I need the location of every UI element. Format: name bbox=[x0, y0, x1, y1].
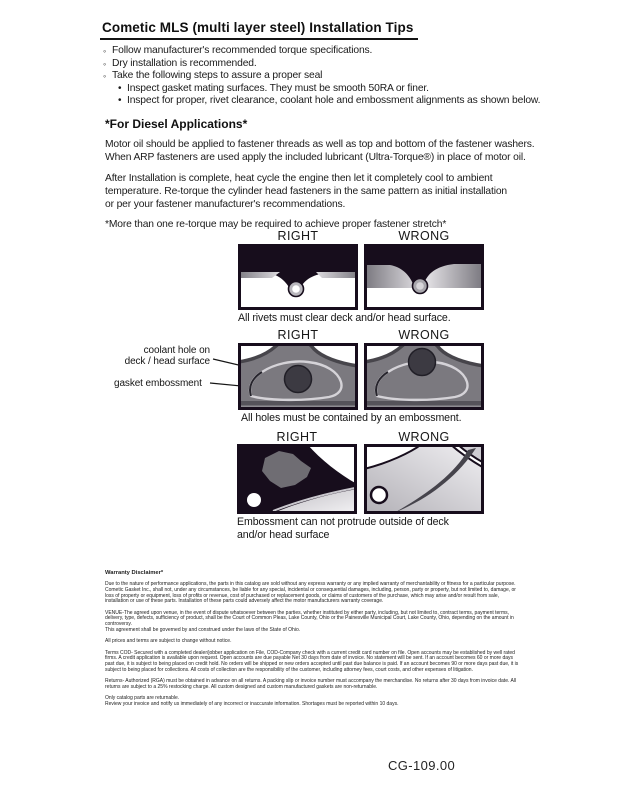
text-line: or per your fastener manufacturer's recommendations. bbox=[105, 199, 346, 211]
row1-wrong-label: WRONG bbox=[398, 229, 450, 243]
diagram-row1-right bbox=[238, 244, 358, 310]
embossment-containment-wrong-illustration bbox=[364, 343, 484, 410]
diesel-section bbox=[105, 118, 534, 231]
open-bullet-icon: ◦ bbox=[103, 58, 107, 69]
diagram-row2-right bbox=[238, 343, 358, 410]
row1-caption: All rivets must clear deck and/or head surface. bbox=[238, 312, 451, 324]
row3-right-label: RIGHT bbox=[276, 430, 318, 444]
list-item-text: Inspect gasket mating surfaces. They must be smooth 50RA or finer. bbox=[127, 82, 429, 94]
diagram-row3-wrong bbox=[364, 444, 484, 514]
warranty-heading: Warranty Disclaimer* bbox=[105, 570, 164, 576]
list-item bbox=[103, 45, 540, 58]
text-line: Motor oil should be applied to fastener threads as well as top and bottom of the fastener washers. bbox=[105, 139, 535, 151]
warranty-paragraph: Returns- Authorized (RGA) must be obtained in advance on all returns. A packing slip or invoice number must accompany the merchandise. No returns after 30 days from invoice date. All returns are subject to a 25% restocking charge. All custom designed and custom manufactured gaskets are non-returnable. bbox=[105, 678, 517, 691]
installation-tips-list bbox=[103, 45, 540, 108]
embossment-containment-right-illustration bbox=[238, 343, 358, 410]
row2-wrong-label: WRONG bbox=[398, 328, 450, 342]
list-item-text: Dry installation is recommended. bbox=[112, 57, 257, 69]
warranty-paragraph: Only catalog parts are returnable. bbox=[105, 695, 180, 702]
page-title: Cometic MLS (multi layer steel) Installation Tips bbox=[100, 20, 418, 40]
row1-right-label: RIGHT bbox=[277, 229, 319, 243]
protrusion-wrong-illustration bbox=[364, 444, 484, 514]
warranty-paragraph: Review your invoice and notify us immediately of any incorrect or inaccurate information. Shortages must be reported within 10 days. bbox=[105, 701, 399, 708]
warranty-paragraph: This agreement shall be governed by and construed under the laws of the State of Ohio. bbox=[105, 627, 301, 634]
list-item bbox=[118, 95, 540, 108]
warranty-paragraph: All prices and terms are subject to change without notice. bbox=[105, 638, 232, 645]
text-line: After Installation is complete, heat cycle the engine then let it completely cool to ambient bbox=[105, 172, 493, 184]
row2-caption: All holes must be contained by an embossment. bbox=[241, 412, 462, 424]
caption-line: and/or head surface bbox=[237, 528, 330, 541]
bullet-icon: • bbox=[118, 82, 122, 94]
rivet-clearance-wrong-illustration bbox=[364, 244, 484, 310]
annotation-line: deck / head surface bbox=[124, 356, 210, 368]
list-item-text: Take the following steps to assure a proper seal bbox=[112, 70, 323, 82]
annotation-line: coolant hole on bbox=[143, 345, 210, 356]
caption-line: Embossment can not protrude outside of deck bbox=[237, 516, 449, 528]
open-bullet-icon: ◦ bbox=[103, 71, 107, 82]
warranty-paragraph: VENUE-The agreed upon venue, in the event of dispute whatsoever between the parties, whether instituted by either party, including, but not limited to, contract terms, payment terms, delivery, type, defects, sufficiency of product, shall be the Court of Common Pleas, Lake County, Ohio or the Painesville Municipal Court, Lake County, Ohio, depending on the amount in controversy. bbox=[105, 609, 514, 628]
diesel-paragraph-1 bbox=[105, 138, 534, 164]
coolant-hole-annotation bbox=[118, 345, 210, 367]
bullet-icon: • bbox=[118, 95, 122, 107]
list-item bbox=[118, 83, 540, 96]
row3-caption bbox=[237, 516, 449, 541]
rivet-clearance-right-illustration bbox=[238, 244, 358, 310]
list-item bbox=[103, 70, 540, 83]
list-item-text: Follow manufacturer's recommended torque specifications. bbox=[112, 45, 373, 56]
list-item-text: Inspect for proper, rivet clearance, coolant hole and embossment alignments as shown below. bbox=[127, 95, 541, 107]
row3-wrong-label: WRONG bbox=[398, 430, 450, 444]
text-line: temperature. Re-torque the cylinder head fasteners in the same pattern as initial installation bbox=[105, 185, 508, 197]
list-item bbox=[103, 58, 540, 71]
diagram-row2-wrong bbox=[364, 343, 484, 410]
row2-right-label: RIGHT bbox=[277, 328, 319, 342]
warranty-paragraph: Terms COD- Secured with a completed dealer/jobber application on File, COD-Company check with a current credit card number on file. Open accounts may be established by well rated firms. A credit application is available upon request. Open accounts are due payable Net 30 days from date of invoice. No statement will be sent. If an account becomes 60 or more days past due, it is subject to being placed on credit hold. No orders will be shipped or new orders accepted until past due balance is paid. If an account becomes 90 or more days past due, it is subject to being placed for collections. All costs of collection are the responsibility of the customer, including attorney fees, court costs, and other expenses of litigation. bbox=[105, 649, 519, 674]
text-line: When ARP fasteners are used apply the included lubricant (Ultra-Torque®) in place of motor oil. bbox=[105, 152, 526, 164]
document-code: CG-109.00 bbox=[388, 758, 456, 773]
diesel-paragraph-2 bbox=[105, 172, 534, 212]
protrusion-right-illustration bbox=[237, 444, 357, 514]
diesel-heading: *For Diesel Applications* bbox=[105, 117, 248, 131]
warranty-paragraph: Due to the nature of performance applications, the parts in this catalog are sold without any express warranty or any implied warranty of merchantability or fitness for a particular purpose. Cometic Gasket Inc., shall not, under any circumstances, be liable for any special, incidental or consequential damages, including, person, party or property, but not limited to, damage, or loss of property or equipment, loss of profits or revenue, cost of purchased or replacement goods, or claims of customers of the purchase, which may arise and/or result from sale, installation or use of these parts. Installation of these parts could adversely affect the motor manufacturers warranty coverage. bbox=[105, 581, 516, 605]
warranty-disclaimer-section bbox=[105, 570, 519, 714]
gasket-embossment-annotation: gasket embossment bbox=[114, 378, 202, 389]
diagram-row1-wrong bbox=[364, 244, 484, 310]
diagram-row3-right bbox=[237, 444, 357, 514]
retorque-note: *More than one re-torque may be required to achieve proper fastener stretch* bbox=[105, 219, 447, 231]
open-bullet-icon: ◦ bbox=[103, 46, 107, 56]
